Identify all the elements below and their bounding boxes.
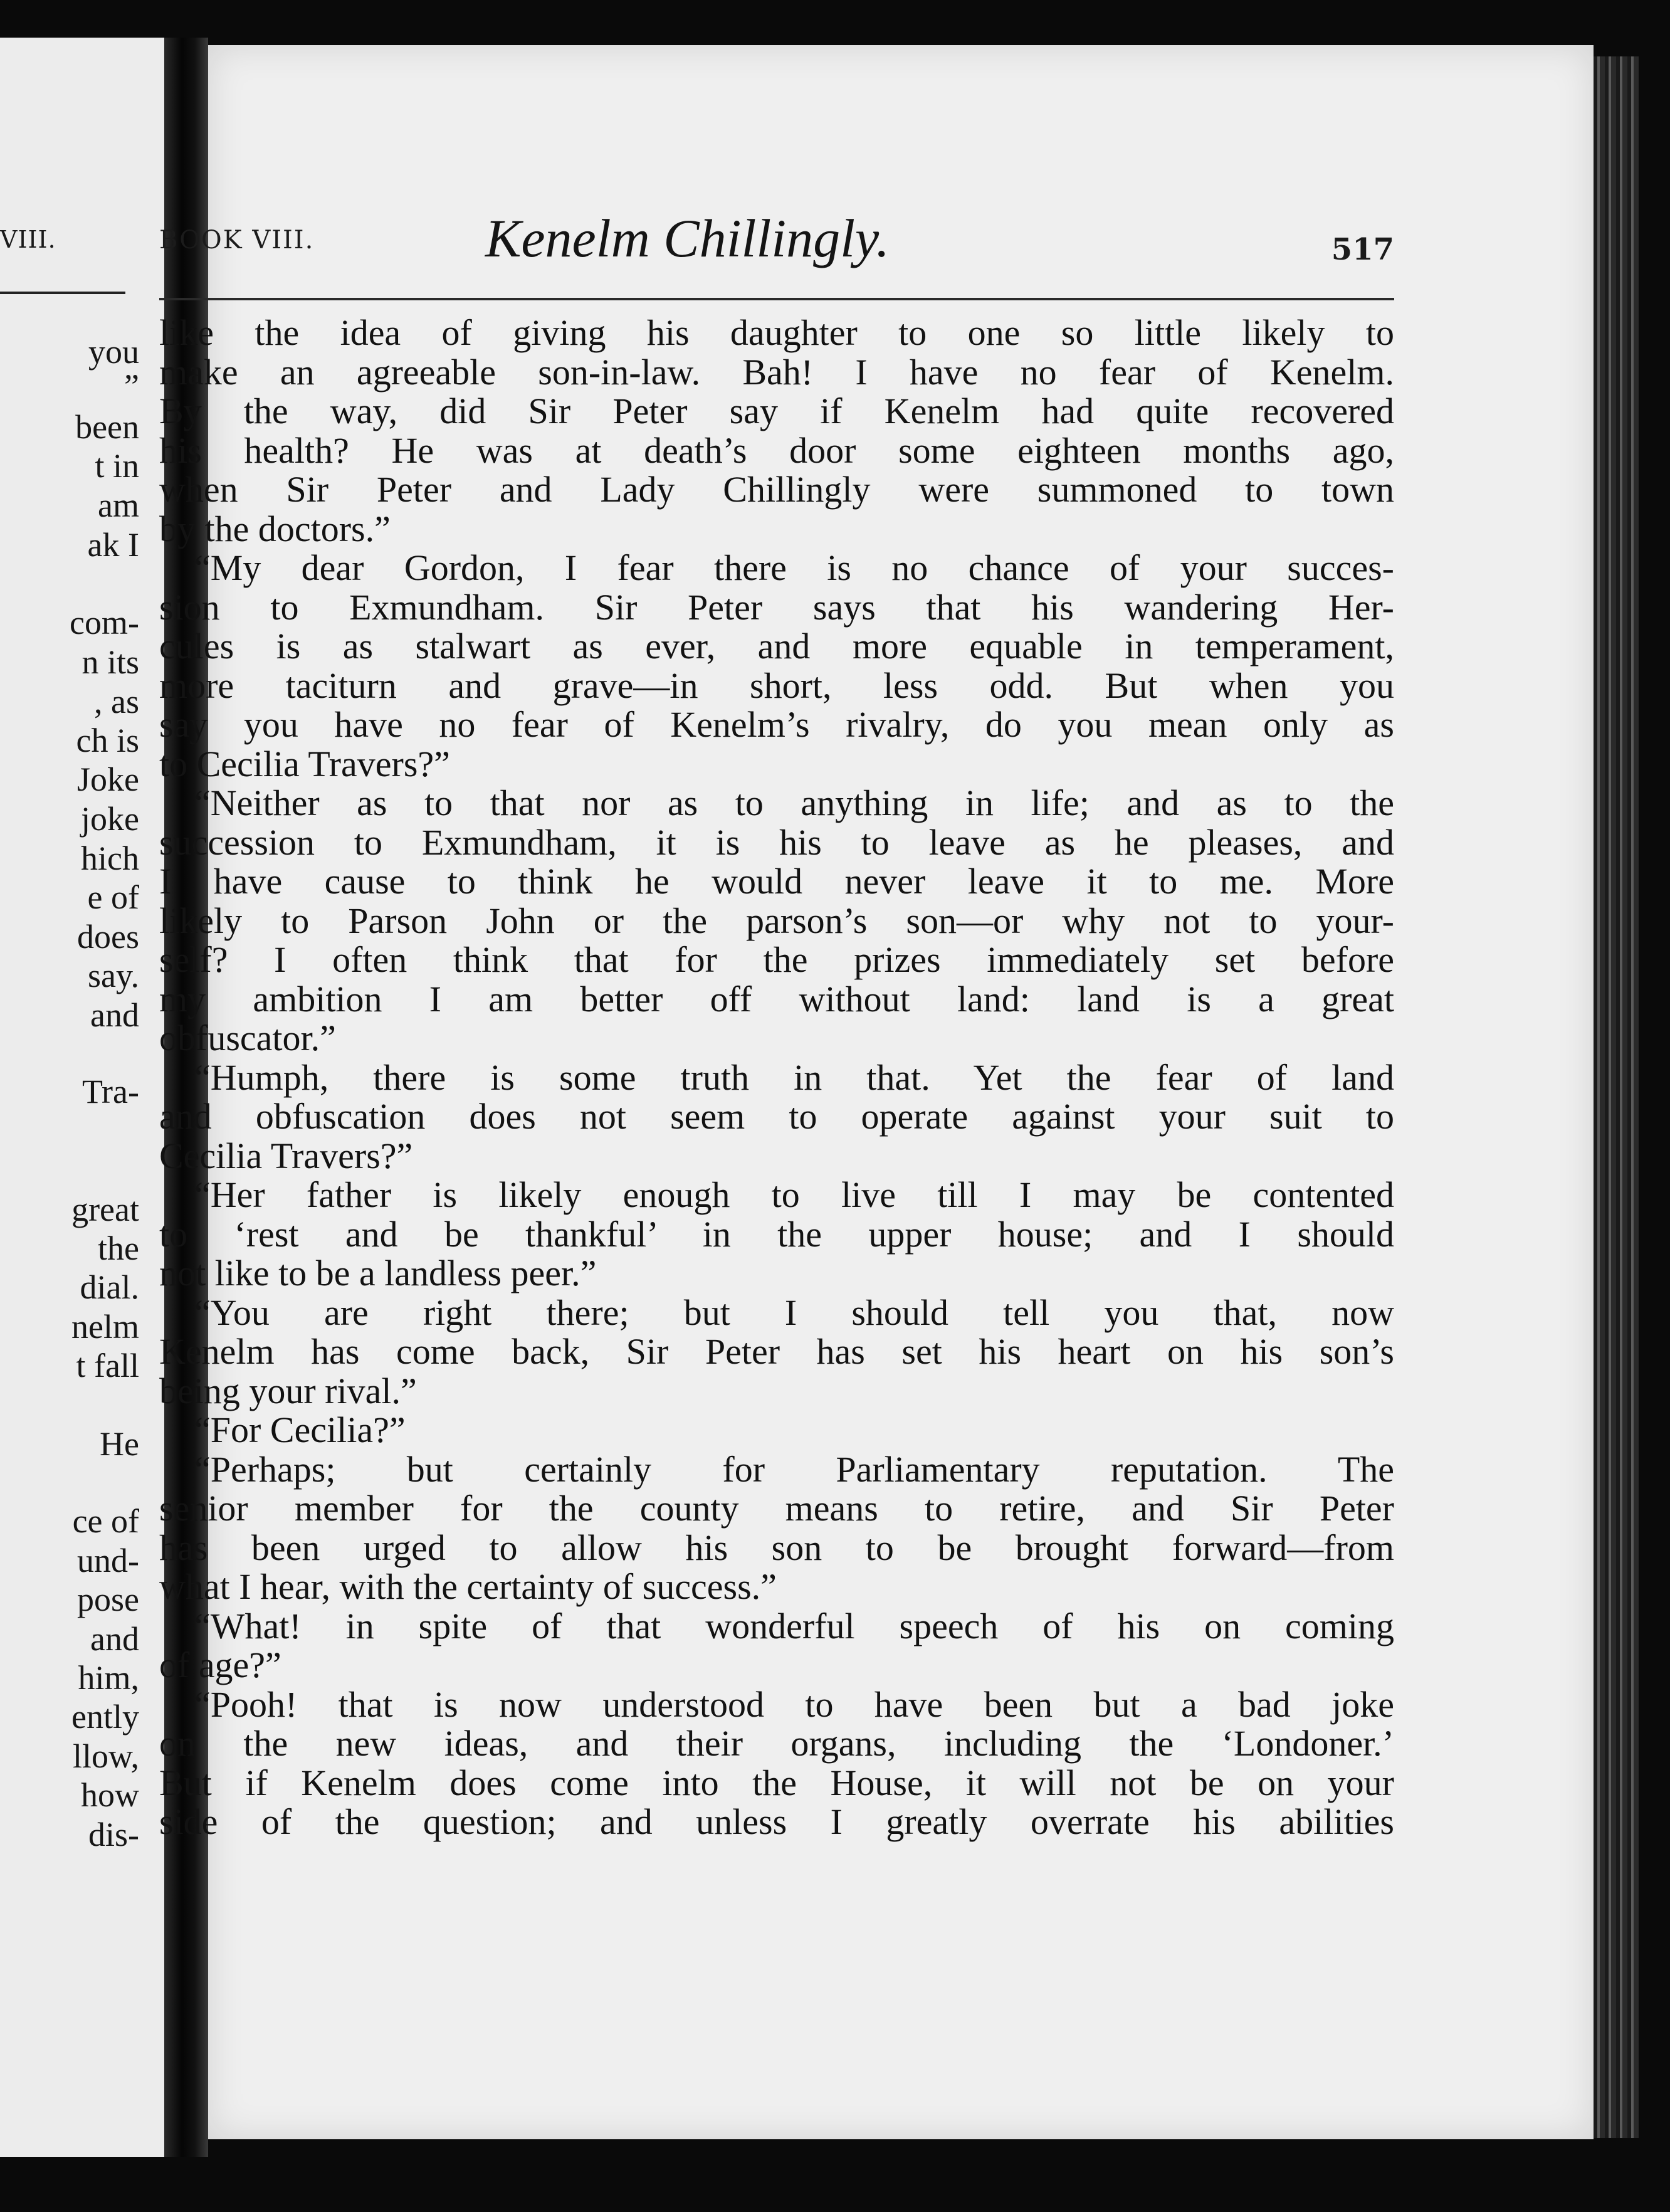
book-label: BOOK VIII. bbox=[159, 226, 315, 255]
text-line: on the new ideas, and their organs, including the ‘Londoner.’ bbox=[159, 1723, 1394, 1764]
text-line: say you have no fear of Kenelm’s rivalry, do you mean only as bbox=[159, 704, 1394, 745]
running-header bbox=[159, 169, 1394, 276]
left-page-line: dis- bbox=[88, 1816, 139, 1853]
text-line: to ‘rest and be thankful’ in the upper house; and I should bbox=[159, 1213, 1394, 1255]
text-line: But if Kenelm does come into the House, it will not be on your bbox=[159, 1762, 1394, 1803]
text-line: “My dear Gordon, I fear there is no chance of your succes- bbox=[194, 547, 1394, 588]
left-page-line: him, bbox=[78, 1659, 139, 1697]
left-page-line: hich bbox=[81, 840, 139, 877]
left-page-line: and bbox=[90, 1620, 139, 1658]
text-line: Kenelm has come back, Sir Peter has set his heart on his son’s bbox=[159, 1331, 1394, 1372]
left-page-line: n its bbox=[81, 643, 139, 681]
left-page-line: you bbox=[88, 333, 139, 371]
left-page-line: ce of bbox=[72, 1502, 139, 1540]
left-page-header: VIII. bbox=[0, 226, 56, 253]
text-line: like the idea of giving his daughter to one so little likely to bbox=[159, 312, 1394, 353]
left-page-line: He bbox=[100, 1425, 139, 1463]
left-page-line: dial. bbox=[80, 1268, 139, 1306]
text-line: “You are right there; but I should tell you that, now bbox=[194, 1292, 1394, 1333]
left-page-line: great bbox=[71, 1191, 139, 1228]
text-line: and obfuscation does not seem to operate against your suit to bbox=[159, 1096, 1394, 1137]
text-line: more taciturn and grave—in short, less odd. But when you bbox=[159, 665, 1394, 706]
text-line: self? I often think that for the prizes immediately set before bbox=[159, 939, 1394, 980]
text-line: senior member for the county means to retire, and Sir Peter bbox=[159, 1488, 1394, 1529]
left-page-line: Joke bbox=[77, 761, 139, 798]
text-line: “Humph, there is some truth in that. Yet the fear of land bbox=[194, 1056, 1394, 1098]
page-edges bbox=[1594, 56, 1639, 2138]
text-line: cules is as stalwart as ever, and more equable in temperament, bbox=[159, 626, 1394, 666]
left-page-line: llow, bbox=[73, 1737, 139, 1775]
header-rule bbox=[159, 298, 1394, 300]
text-line: side of the question; and unless I greatly overrate his abilities bbox=[159, 1801, 1394, 1842]
running-title: Kenelm Chillingly. bbox=[485, 208, 890, 268]
left-page-line: how bbox=[81, 1776, 139, 1814]
left-page-line: ently bbox=[71, 1698, 139, 1735]
text-line: make an agreeable son-in-law. Bah! I have no fear of Kenelm. bbox=[159, 351, 1394, 392]
text-line: “Her father is likely enough to live till I may be contented bbox=[194, 1174, 1394, 1215]
text-line: I have cause to think he would never leave it to me. More bbox=[159, 861, 1394, 902]
text-line: of age?” bbox=[159, 1645, 281, 1685]
left-page-line: com- bbox=[70, 604, 139, 641]
left-page-line: does bbox=[77, 918, 139, 956]
text-line: Cecilia Travers?” bbox=[159, 1135, 413, 1176]
text-line: sion to Exmundham. Sir Peter says that his wandering Her- bbox=[159, 586, 1394, 628]
left-page-line: t fall bbox=[76, 1347, 139, 1384]
left-page-line: nelm bbox=[71, 1308, 139, 1346]
text-line: “Pooh! that is now understood to have been but a bad joke bbox=[194, 1683, 1394, 1725]
left-page-line: and bbox=[90, 996, 139, 1034]
left-page-line: ak I bbox=[87, 526, 139, 564]
text-line: succession to Exmundham, it is his to leave as he pleases, and bbox=[159, 821, 1394, 863]
text-line: “For Cecilia?” bbox=[194, 1409, 406, 1450]
left-page-line: und- bbox=[77, 1542, 139, 1579]
text-line: my ambition I am better off without land: land is a great bbox=[159, 978, 1394, 1019]
text-line: when Sir Peter and Lady Chillingly were summoned to town bbox=[159, 469, 1394, 510]
left-page-line: t in bbox=[95, 447, 139, 485]
left-page-line: am bbox=[98, 487, 139, 524]
left-page-line: say. bbox=[88, 957, 139, 994]
left-page-line: ” bbox=[124, 367, 139, 405]
left-page-line: the bbox=[98, 1230, 139, 1267]
text-line: to Cecilia Travers?” bbox=[159, 743, 450, 784]
text-line: has been urged to allow his son to be brought forward—from bbox=[159, 1527, 1394, 1568]
left-page-line: pose bbox=[77, 1581, 139, 1618]
text-line: what I hear, with the certainty of success.” bbox=[159, 1566, 777, 1607]
body-text bbox=[159, 313, 1394, 1842]
text-line: “Perhaps; but certainly for Parliamentary reputation. The bbox=[194, 1448, 1394, 1490]
text-line: obfuscator.” bbox=[159, 1018, 336, 1058]
text-line: “Neither as to that nor as to anything in life; and as to the bbox=[194, 782, 1394, 823]
text-line: not like to be a landless peer.” bbox=[159, 1253, 597, 1293]
left-page-line: ch is bbox=[76, 722, 139, 759]
text-line: “What! in spite of that wonderful speech of his on coming bbox=[194, 1605, 1394, 1646]
left-page-header-rule bbox=[0, 292, 125, 294]
left-page-line: , as bbox=[94, 683, 139, 720]
text-line: being your rival.” bbox=[159, 1370, 417, 1411]
left-page-line: been bbox=[75, 408, 139, 446]
page-number: 517 bbox=[1331, 232, 1394, 267]
text-line: his health? He was at death’s door some eighteen months ago, bbox=[159, 429, 1394, 471]
text-line: by the doctors.” bbox=[159, 508, 391, 549]
left-page-line: e of bbox=[87, 878, 139, 916]
text-line: By the way, did Sir Peter say if Kenelm had quite recovered bbox=[159, 391, 1394, 431]
left-page-line: Tra- bbox=[81, 1073, 139, 1110]
left-page-line: joke bbox=[81, 800, 139, 838]
left-facing-page bbox=[0, 38, 164, 2157]
text-line: likely to Parson John or the parson’s son—or why not to your- bbox=[159, 900, 1394, 941]
